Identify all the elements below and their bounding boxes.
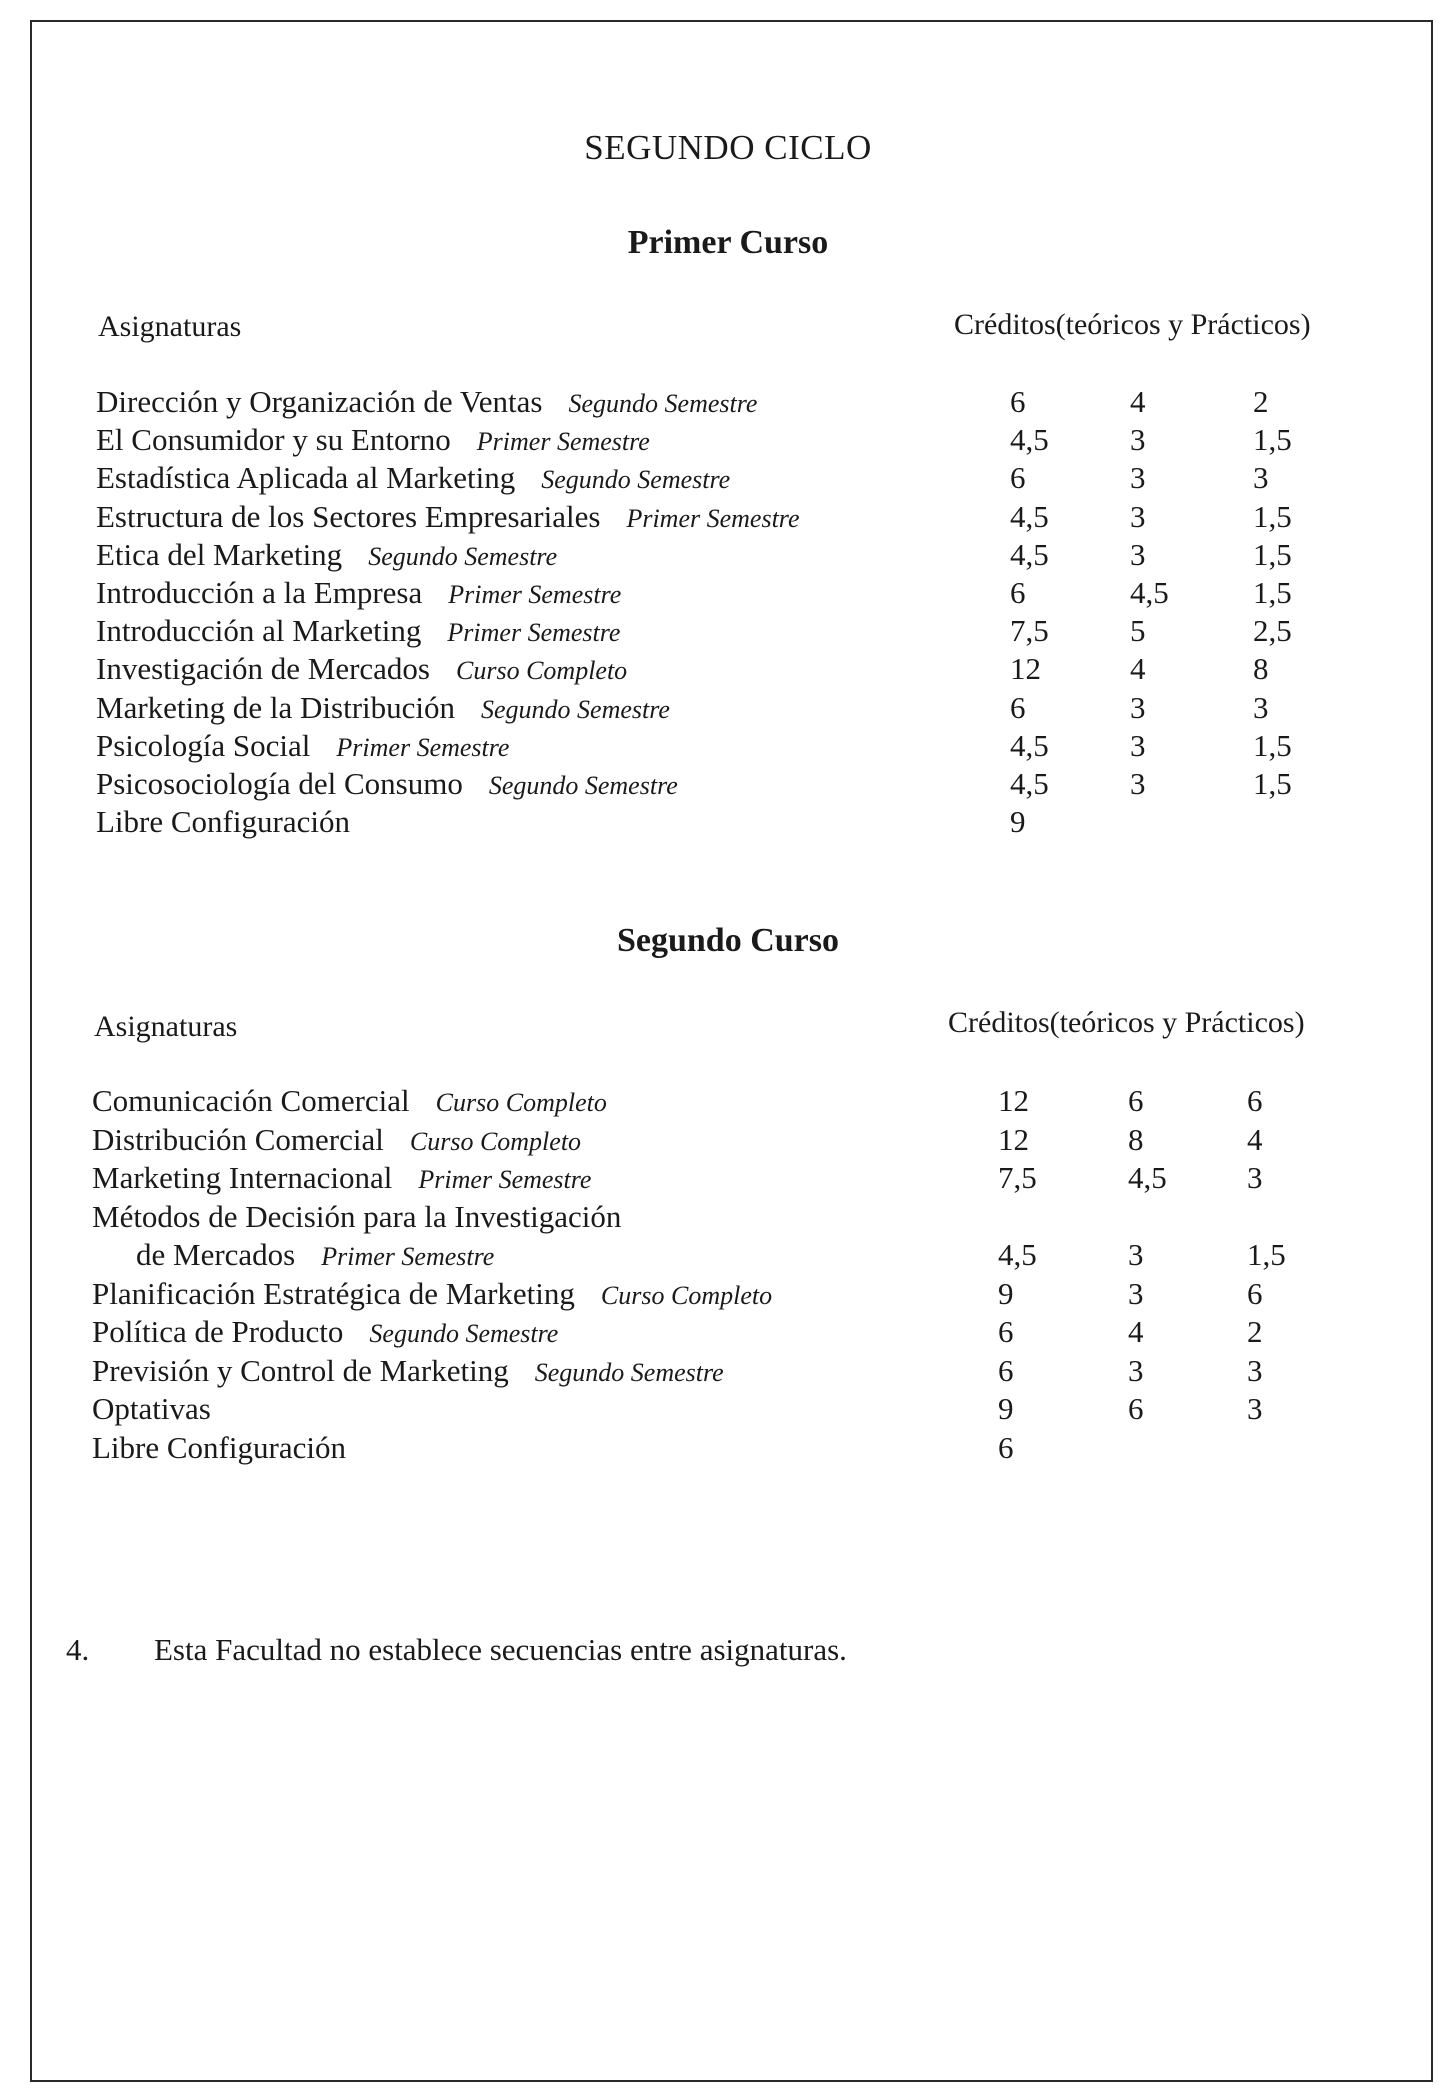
- credits-practicos: 3: [1253, 460, 1269, 496]
- table-row: [0, 1237, 1456, 1275]
- credits-teoricos: 8: [1128, 1121, 1144, 1157]
- primer-curso-subjects-header: Asignaturas: [98, 310, 242, 343]
- subject-cell: [92, 1314, 558, 1350]
- semester-label: Primer Semestre: [321, 1242, 495, 1271]
- credits-total: 6: [1010, 460, 1026, 496]
- subject-cell: [92, 1122, 581, 1158]
- subject-cell: [92, 1199, 647, 1235]
- subject-name: Etica del Marketing: [96, 536, 343, 572]
- table-row: [0, 1160, 1456, 1198]
- table-row: [0, 804, 1456, 842]
- table-row: [0, 766, 1456, 804]
- credits-practicos: 2: [1253, 384, 1269, 419]
- credits-teoricos: 3: [1130, 766, 1146, 801]
- credits-practicos: 3: [1253, 689, 1269, 725]
- cycle-title: SEGUNDO CICLO: [584, 128, 872, 167]
- subject-name: Métodos de Decisión para la Investigación: [92, 1198, 622, 1234]
- credits-total: 4,5: [1010, 766, 1049, 801]
- credits-teoricos: 6: [1128, 1083, 1144, 1118]
- primer-curso-credits-header: Créditos(teóricos y Prácticos): [954, 308, 1311, 341]
- credits-practicos: 6: [1247, 1083, 1263, 1118]
- credits-practicos: 3: [1247, 1160, 1263, 1195]
- credits-practicos: 1,5: [1253, 766, 1292, 801]
- note-text: Esta Facultad no establece secuencias entre asignaturas.: [154, 1632, 847, 1667]
- table-row: [0, 1353, 1456, 1391]
- subject-cell: [96, 422, 650, 458]
- subject-cell: [96, 499, 800, 535]
- subject-name: El Consumidor y su Entorno: [96, 422, 451, 458]
- semester-label: Primer Semestre: [336, 732, 510, 762]
- subject-cell: [92, 1353, 724, 1389]
- subject-name: Libre Configuración: [96, 804, 350, 840]
- credits-teoricos: 4: [1130, 384, 1146, 419]
- table-row: [0, 728, 1456, 766]
- segundo-curso-credits-header: Créditos(teóricos y Prácticos): [948, 1006, 1305, 1039]
- credits-total: 4,5: [998, 1237, 1037, 1272]
- subject-cell: [96, 728, 509, 764]
- subject-name: Psicología Social: [96, 727, 311, 763]
- credits-teoricos: 3: [1130, 422, 1146, 458]
- credits-total: 6: [1010, 384, 1026, 419]
- table-row: [0, 537, 1456, 575]
- table-row: [0, 1314, 1456, 1352]
- table-row: [0, 422, 1456, 460]
- note-number: 4.: [66, 1632, 90, 1667]
- credits-total: 9: [1010, 804, 1026, 840]
- subject-cell: [92, 1160, 591, 1196]
- credits-total: 12: [998, 1121, 1029, 1157]
- table-row: [0, 1430, 1456, 1468]
- credits-practicos: 1,5: [1253, 575, 1292, 610]
- credits-teoricos: 4,5: [1130, 575, 1169, 610]
- table-row: [0, 575, 1456, 613]
- credits-total: 12: [998, 1083, 1029, 1118]
- segundo-curso-subjects-header: Asignaturas: [94, 1010, 238, 1043]
- table-row: [0, 1083, 1456, 1121]
- table-row: [0, 384, 1456, 422]
- subject-name: Dirección y Organización de Ventas: [96, 384, 543, 419]
- credits-total: 6: [998, 1429, 1014, 1465]
- subject-name: Investigación de Mercados: [96, 651, 430, 687]
- credits-teoricos: 3: [1130, 727, 1146, 763]
- segundo-curso-title: Segundo Curso: [616, 922, 839, 959]
- credits-teoricos: 3: [1130, 498, 1146, 534]
- semester-label: Primer Semestre: [447, 618, 621, 648]
- subject-cell: [96, 613, 620, 649]
- subject-name: Estadística Aplicada al Marketing: [96, 460, 516, 496]
- primer-curso-title: Primer Curso: [627, 224, 829, 261]
- subject-name: Optativas: [92, 1391, 211, 1426]
- table-row: [0, 651, 1456, 689]
- credits-teoricos: 4: [1128, 1314, 1144, 1349]
- subject-name: Libre Configuración: [92, 1429, 346, 1465]
- credits-practicos: 1,5: [1253, 422, 1292, 458]
- semester-label: Segundo Semestre: [369, 1319, 559, 1348]
- subject-cell: [92, 1391, 237, 1427]
- table-row: [0, 613, 1456, 651]
- credits-practicos: 6: [1247, 1275, 1263, 1311]
- credits-practicos: 2,5: [1253, 613, 1292, 649]
- semester-label: Curso Completo: [409, 1126, 582, 1156]
- semester-label: Segundo Semestre: [488, 771, 678, 800]
- credits-total: 6: [1010, 689, 1026, 725]
- credits-total: 4,5: [1010, 727, 1049, 763]
- credits-teoricos: 3: [1128, 1237, 1144, 1272]
- subject-cell: [92, 1430, 372, 1466]
- credits-total: 12: [1010, 651, 1041, 687]
- subject-name: Previsión y Control de Marketing: [92, 1352, 509, 1388]
- credits-total: 9: [998, 1275, 1014, 1311]
- subject-name: Estructura de los Sectores Empresariales: [96, 498, 601, 534]
- semester-label: Segundo Semestre: [534, 1357, 724, 1387]
- subject-cell: [96, 537, 557, 573]
- credits-practicos: 1,5: [1253, 727, 1292, 763]
- credits-teoricos: 3: [1128, 1275, 1144, 1311]
- semester-label: Primer Semestre: [448, 580, 622, 609]
- semester-label: Curso Completo: [600, 1280, 773, 1310]
- credits-total: 4,5: [1010, 498, 1049, 534]
- subject-name: Distribución Comercial: [92, 1121, 384, 1157]
- credits-total: 7,5: [1010, 613, 1049, 649]
- credits-teoricos: 3: [1130, 460, 1146, 496]
- semester-label: Primer Semestre: [476, 427, 650, 457]
- credits-practicos: 3: [1247, 1352, 1263, 1388]
- credits-practicos: 3: [1247, 1391, 1263, 1426]
- subject-cell: [96, 766, 678, 802]
- semester-label: Primer Semestre: [626, 503, 800, 533]
- semester-label: Curso Completo: [456, 656, 628, 686]
- credits-total: 4,5: [1010, 422, 1049, 458]
- subject-name: Planificación Estratégica de Marketing: [92, 1275, 575, 1311]
- credits-practicos: 1,5: [1253, 498, 1292, 534]
- subject-cell: [96, 384, 757, 420]
- semester-label: Segundo Semestre: [541, 465, 731, 495]
- credits-total: 4,5: [1010, 536, 1049, 572]
- table-row: [0, 690, 1456, 728]
- semester-label: Primer Semestre: [418, 1165, 592, 1194]
- table-row: [0, 1276, 1456, 1314]
- subject-name: Introducción a la Empresa: [96, 575, 423, 610]
- subject-name: Comunicación Comercial: [92, 1083, 410, 1118]
- subject-cell: [92, 1083, 607, 1119]
- credits-total: 9: [998, 1391, 1014, 1426]
- semester-label: Segundo Semestre: [568, 389, 758, 418]
- subject-cell: [96, 690, 670, 726]
- semester-label: Curso Completo: [435, 1088, 607, 1117]
- credits-teoricos: 4: [1130, 651, 1146, 687]
- subject-name: Marketing Internacional: [92, 1160, 393, 1195]
- credits-teoricos: 3: [1128, 1352, 1144, 1388]
- credits-practicos: 4: [1247, 1121, 1263, 1157]
- subject-cell: [96, 651, 627, 687]
- credits-teoricos: 3: [1130, 536, 1146, 572]
- subject-cell: [96, 575, 621, 611]
- subject-cell: [136, 1237, 494, 1273]
- credits-practicos: 1,5: [1253, 536, 1292, 572]
- credits-total: 7,5: [998, 1160, 1037, 1195]
- credits-teoricos: 3: [1130, 689, 1146, 725]
- table-row: [0, 1122, 1456, 1160]
- subject-name: Psicosociología del Consumo: [96, 766, 463, 801]
- subject-cell: [96, 804, 376, 840]
- credits-total: 6: [1010, 575, 1026, 610]
- credits-practicos: 2: [1247, 1314, 1263, 1349]
- subject-cell: [92, 1276, 772, 1312]
- table-row: [0, 499, 1456, 537]
- credits-total: 6: [998, 1314, 1014, 1349]
- credits-teoricos: 6: [1128, 1391, 1144, 1426]
- semester-label: Segundo Semestre: [368, 541, 558, 571]
- subject-cell: [96, 460, 730, 496]
- credits-total: 6: [998, 1352, 1014, 1388]
- table-row: [0, 460, 1456, 498]
- table-row: [0, 1391, 1456, 1429]
- subject-name: de Mercados: [136, 1237, 296, 1272]
- subject-name: Marketing de la Distribución: [96, 689, 455, 725]
- subject-name: Política de Producto: [92, 1314, 344, 1349]
- credits-teoricos: 5: [1130, 613, 1146, 649]
- subject-name: Introducción al Marketing: [96, 613, 422, 649]
- credits-practicos: 8: [1253, 651, 1269, 687]
- semester-label: Segundo Semestre: [481, 694, 670, 724]
- table-row: [0, 1199, 1456, 1237]
- credits-practicos: 1,5: [1247, 1237, 1286, 1272]
- credits-teoricos: 4,5: [1128, 1160, 1167, 1195]
